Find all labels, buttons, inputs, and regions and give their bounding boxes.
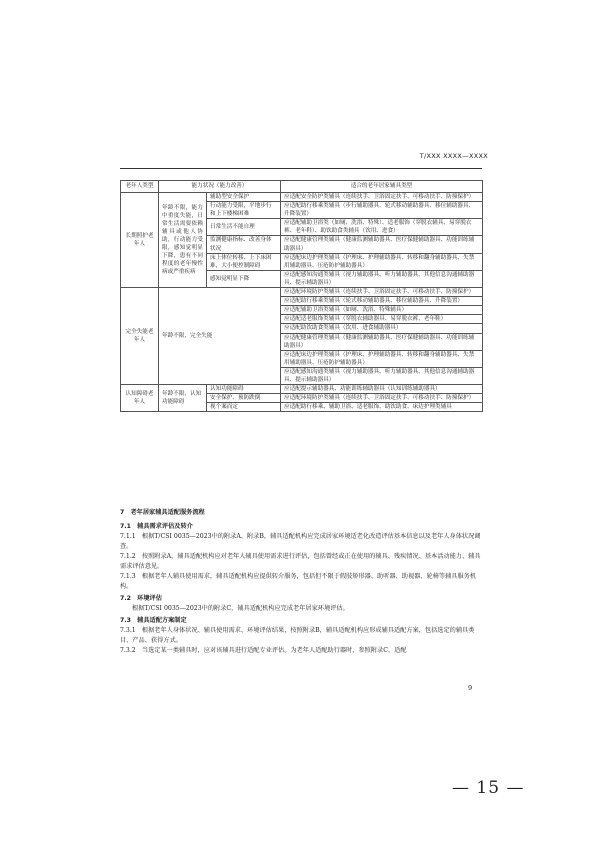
elder-type-cell: 完全失能老年人	[121, 288, 159, 385]
aid-cell: 应适配助行移乘、辅助卫浴、适老服饰、助饮助食、床边护理类辅具	[281, 403, 483, 412]
subsection-title: 7.3 辅具适配方案制定	[120, 617, 187, 624]
aid-cell: 应适配健康管理类辅具（健康监测辅助器具、医疗保健辅助器具、功能训练辅助器具）	[281, 236, 483, 253]
aid-cell: 应适配助行移乘类辅具（轮式移动辅助器具、移位辅助器具、升降装置）	[281, 297, 483, 306]
aid-cell: 应适配辅助卫浴类（如厕、洗浴、特殊）、适老服饰（穿脱衣辅具、易穿脱衣裤、老年鞋）、助饮助食类辅具（饮用、进食）	[281, 219, 483, 236]
table-row	[121, 385, 483, 394]
header-elder-type: 老年人类型	[121, 181, 159, 193]
aid-cell: 应适配适老服饰类辅具（穿脱衣辅助器具、易穿脱衣裤、老年鞋）	[281, 315, 483, 324]
condition-cell: 感知觉明显下降	[207, 270, 281, 287]
condition-cell: 辅助型安全保护	[207, 193, 281, 202]
page-number: 9	[468, 684, 473, 692]
condition-cell: 床上体位转移、上下床困难，大小便控制障碍	[207, 253, 281, 270]
aid-cell: 应适配助饮助食类辅具（饮用、进食辅助器具）	[281, 324, 483, 333]
clause-7-3-2: 7.3.2 当选定某一类辅具时，应对该辅具进行适配专业评估。为老年人适配助行器时，参照附录C，适配	[120, 647, 407, 654]
aid-cell: 应适配感知沟通类辅具（视力辅助器具、听力辅助器具、其他信息沟通辅助器具、提示辅助器具）	[281, 270, 483, 287]
aid-type-table	[120, 180, 483, 412]
header-aid-type: 适合的老年居家辅具类型	[281, 181, 483, 193]
table-header-row	[121, 181, 483, 193]
status-summary-cell: 年龄不限，认知功能障碍	[159, 385, 207, 412]
table-row	[121, 288, 483, 297]
table-row	[121, 193, 483, 202]
aid-cell: 应适配助行移乘类辅具（步行辅助器具、轮式移动辅助器具、移位辅助器具、升降装置）	[281, 202, 483, 219]
aid-cell: 应适配安全防护类辅具（连续扶手、卫浴固定扶手、可移动扶手、防撞保护）	[281, 193, 483, 202]
condition-cell: 行动能力受限，平地步行和上下楼梯困难	[207, 202, 281, 219]
aid-cell: 应适配环境防护类辅具（连续扶手、卫浴固定扶手、可移动扶手、防撞保护）	[281, 288, 483, 297]
aid-cell: 应适配床边护理类辅具（护理床、护理辅助器具、转移和翻身辅助器具、失禁用辅助器具、压疮防护辅助器具）	[281, 350, 483, 367]
subsection-title: 7.1 辅具需求评估及转介	[120, 523, 193, 530]
aid-cell: 应适配提示辅助器具、功能训练辅助器具（认知训练辅助器具）	[281, 385, 483, 394]
section-7	[120, 508, 482, 518]
aid-cell: 应适配健康管理类辅具（健康监测辅助器具、医疗保健辅助器具、功能训练辅助器具）	[281, 333, 483, 350]
document-code: T/XXX XXXX—XXXX	[419, 152, 488, 160]
aid-cell: 应适配床边护理类辅具（护理床、护理辅助器具、转移和翻身辅助器具、失禁用辅助器具、压疮防护辅助器具）	[281, 253, 483, 270]
clause-7-1-3: 7.1.3 根据老年人辅具使用需求，辅具适配机构应提供转介服务，包括但不限于假肢矫形器、助听器、助视器、轮椅等辅具服务机构。	[120, 573, 477, 590]
condition-cell: 认知功能障碍	[207, 385, 281, 394]
header-rule	[120, 168, 482, 169]
status-summary-cell: 年龄不限，能力中重度失能，日常生活需要依赖辅具或他人协助，行动能力受限，感知觉明显下降，患有不同程度的老年慢性病或严重疾病	[159, 193, 207, 288]
header-ability-status: 能力状况（能力改善）	[159, 181, 281, 193]
condition-cell: 视个案而定	[207, 403, 281, 412]
aid-cell: 应适配辅助卫浴类辅具（如厕、洗浴、特殊辅具）	[281, 306, 483, 315]
aid-cell: 应适配环境防护类辅具（连续扶手、卫浴固定扶手、可移动扶手、防撞保护）	[281, 394, 483, 403]
elder-type-cell: 认知障碍老年人	[121, 385, 159, 412]
bulletin-page-number: — 15 —	[452, 778, 525, 798]
aid-cell: 应适配感知沟通类辅具（视力辅助器具、听力辅助器具、其他信息沟通辅助器具、提示辅助器具）	[281, 367, 483, 384]
clause-7-1-2: 7.1.2 按照附录A，辅具适配机构应对老年人辅具使用需求进行评估，包括曾经或正在使用的辅具、残疾情况、基本活动能力、辅具需求评估意见。	[120, 553, 481, 570]
section-7-1	[120, 522, 482, 656]
subsection-title: 7.2 环境评估	[120, 595, 162, 602]
clause-7-1-1: 7.1.1 根据T/CSI 0035—2023中的附录A、附录B，辅具适配机构应完成居家环境适老化改造评估基本信息以及老年人身体状况调查。	[120, 533, 481, 550]
status-summary-cell: 年龄不限，完全失能	[159, 288, 281, 385]
clause-7-2: 根据T/CSI 0035—2023中的附录C，辅具适配机构应完成老年居家环境评估。	[132, 605, 349, 612]
section-title: 7 老年居家辅具适配服务流程	[120, 509, 205, 516]
elder-type-cell: 长期照护老年人	[121, 193, 159, 288]
condition-cell: 日常生活不能自理	[207, 219, 281, 236]
clause-7-3-1: 7.3.1 根据老年人身体状况、辅具使用需求、环境评估结果，按照附录B，辅具适配机构应形成辅具适配方案，包括选定的辅具类目、产品、获得方式。	[120, 627, 475, 644]
condition-cell: 监测健康指标、改善身体状况	[207, 236, 281, 253]
condition-cell: 安全保护、预防跌倒	[207, 394, 281, 403]
